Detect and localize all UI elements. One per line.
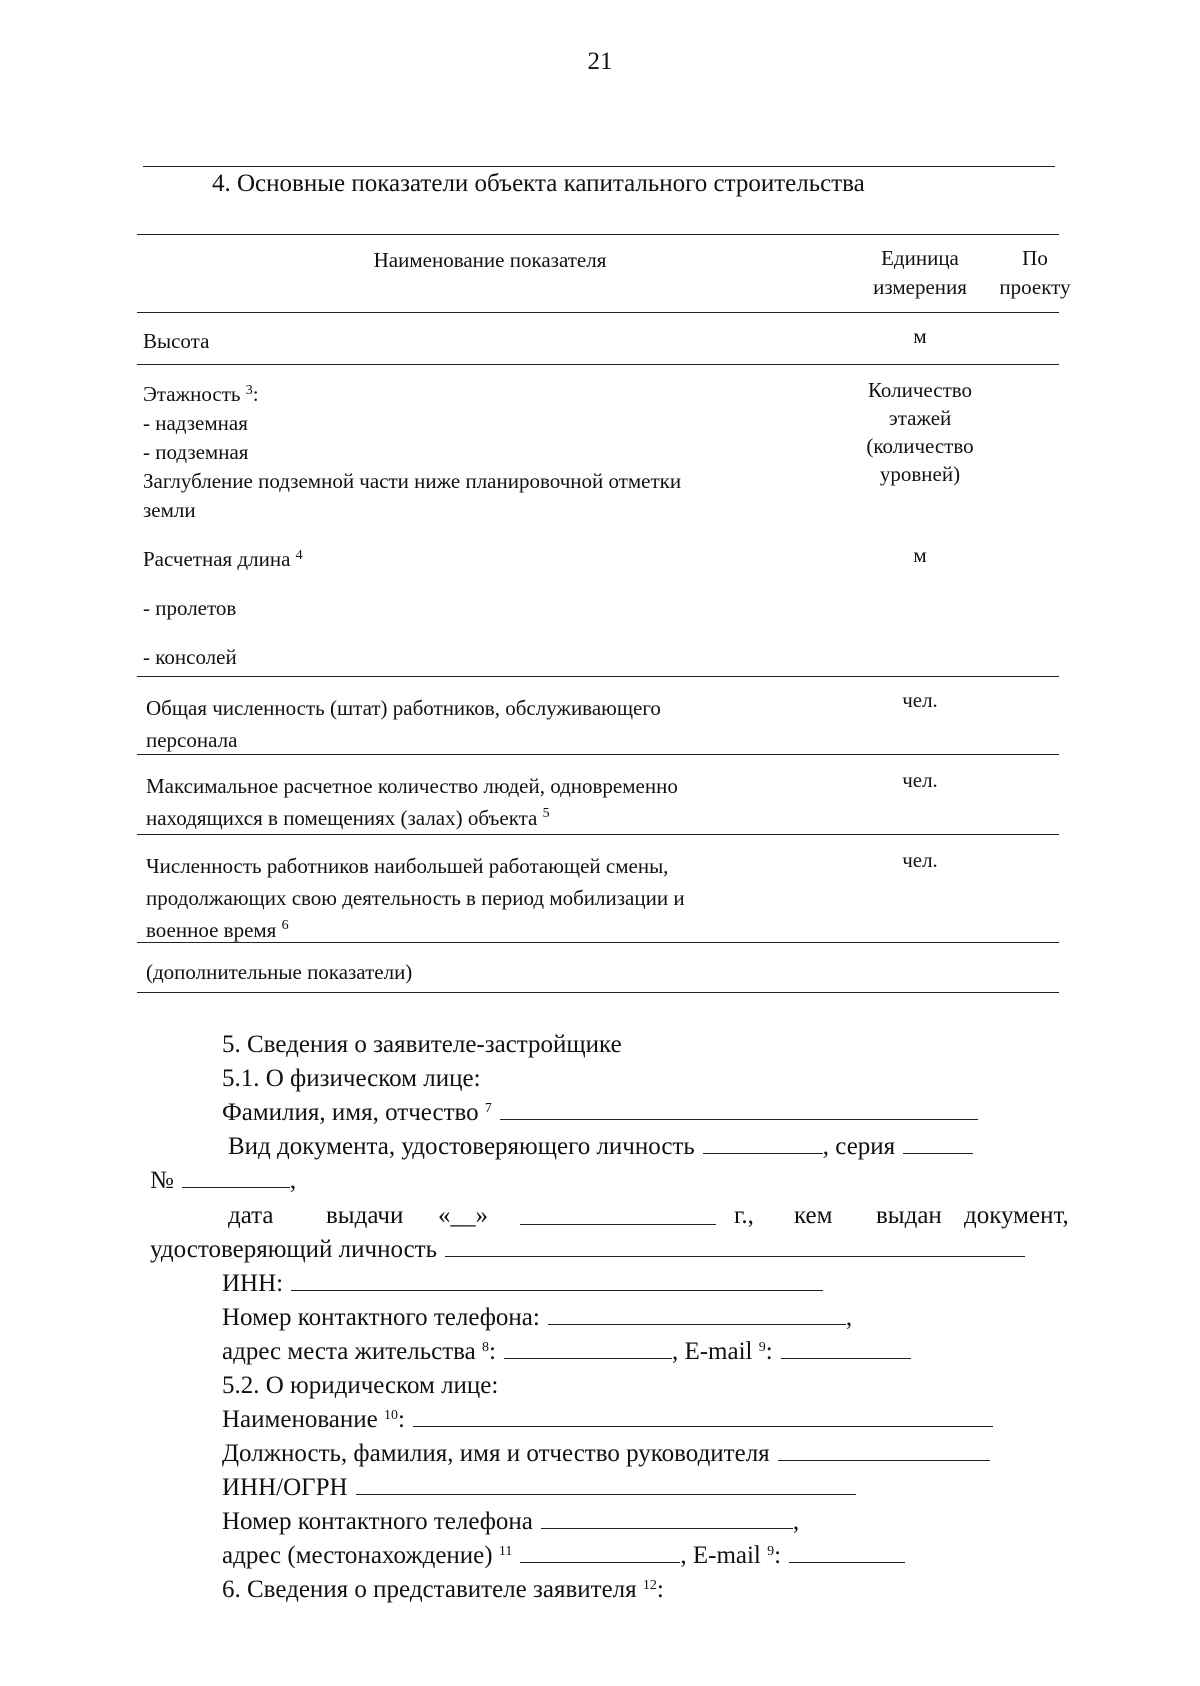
address-colon: : (489, 1338, 496, 1365)
footnote-6: 6 (281, 918, 289, 933)
row-floors-unit-line4: уровней) (879, 462, 961, 486)
footnote-11: 11 (498, 1544, 513, 1559)
issuer-line (150, 1233, 1025, 1267)
org-email-colon: : (774, 1542, 782, 1569)
address-line (222, 1335, 911, 1369)
row-length-spans: - пролетов (143, 596, 237, 620)
row-staff (146, 692, 661, 756)
row-length-text: Расчетная длина (143, 547, 291, 571)
footnote-3: 3 (245, 383, 253, 398)
issue-date-field[interactable]: «__» (438, 1202, 488, 1229)
header-unit-line1: Единица (881, 246, 959, 270)
org-email-label: , E-mail (680, 1542, 761, 1569)
footnote-10: 10 (384, 1408, 398, 1423)
footnote-5: 5 (542, 806, 550, 821)
doc-number-comma: , (289, 1167, 297, 1194)
section52-title: 5.2. О юридическом лице: (222, 1372, 499, 1399)
row-floors-line3: - подземная (143, 440, 249, 464)
row-shift-line1: Численность работников наибольшей работающей смены, (146, 854, 669, 878)
row-length-consoles: - консолей (143, 645, 237, 669)
inn-label: ИНН: (222, 1270, 284, 1297)
header-project-line2: проекту (999, 275, 1071, 299)
inn-line (222, 1267, 823, 1301)
table-bottom-rule (137, 992, 1059, 993)
org-address-label: адрес (местонахождение) (222, 1542, 493, 1569)
row-floors-line2: - надземная (143, 411, 248, 435)
header-bottom-rule (137, 312, 1059, 313)
address-field[interactable] (504, 1335, 672, 1359)
section51-title: 5.1. О физическом лице: (222, 1065, 481, 1092)
row-people-line2 (146, 802, 678, 834)
issuer-label: удостоверяющий личность (150, 1236, 437, 1263)
director-label: Должность, фамилия, имя и отчество руководителя (222, 1440, 770, 1467)
fio-label: Фамилия, имя, отчество (222, 1099, 479, 1126)
org-phone-comma: , (792, 1508, 800, 1535)
doc-type-field[interactable] (703, 1130, 823, 1154)
issue-word-issue: выдачи (326, 1202, 404, 1229)
row-floors-line4: Заглубление подземной части ниже планировочной отметки (143, 469, 682, 493)
row-floors-unit-line3: (количество (866, 434, 974, 458)
footnote-9: 9 (758, 1340, 766, 1355)
rule-after-people (137, 834, 1059, 835)
issuer-field[interactable] (445, 1233, 1025, 1257)
rule-after-height (137, 364, 1059, 365)
footnote-4: 4 (295, 548, 303, 563)
issue-year-field[interactable] (520, 1201, 716, 1225)
org-phone-line (222, 1505, 799, 1539)
header-name: Наименование показателя (373, 248, 607, 272)
section6-colon: : (656, 1576, 664, 1603)
footnote-9b: 9 (767, 1544, 775, 1559)
row-staff-unit: чел. (902, 688, 938, 712)
fio-line (222, 1096, 978, 1130)
phone-label: Номер контактного телефона: (222, 1304, 540, 1331)
table-top-rule (137, 234, 1059, 235)
row-shift-line3-text: военное время (146, 918, 277, 942)
rule-after-staff (137, 754, 1059, 755)
row-height-unit: м (913, 324, 927, 348)
row-floors (143, 380, 681, 525)
row-floors-colon: : (252, 382, 259, 406)
row-shift-unit: чел. (902, 848, 938, 872)
issue-word-who: кем (794, 1202, 833, 1229)
email-colon: : (765, 1338, 773, 1365)
inn-ogrn-line (222, 1471, 856, 1505)
footnote-8: 8 (482, 1340, 489, 1355)
email-field[interactable] (781, 1335, 911, 1359)
row-people-line1: Максимальное расчетное количество людей, одновременно (146, 774, 678, 798)
row-staff-line2: персонала (146, 728, 238, 752)
doc-number-field[interactable] (182, 1164, 290, 1188)
header-project (990, 244, 1080, 302)
inn-ogrn-label: ИНН/ОГРН (222, 1474, 348, 1501)
org-phone-label: Номер контактного телефона (222, 1508, 533, 1535)
row-staff-line1: Общая численность (штат) работников, обслуживающего (146, 696, 661, 720)
header-unit-line2: измерения (873, 275, 967, 299)
row-extra-label: (дополнительные показатели) (146, 960, 413, 984)
inn-ogrn-field[interactable] (356, 1471, 856, 1495)
row-floors-line1 (143, 380, 681, 409)
org-name-line (222, 1403, 993, 1437)
org-name-label: Наименование (222, 1406, 378, 1433)
org-phone-field[interactable] (541, 1505, 793, 1529)
director-field[interactable] (778, 1437, 990, 1461)
issue-word-date: дата (228, 1202, 274, 1229)
org-address-field[interactable] (520, 1539, 680, 1563)
header-project-line1: По (1022, 246, 1048, 270)
issue-word-document: документ, (964, 1202, 1069, 1229)
header-unit (830, 244, 1010, 302)
row-length-label (143, 545, 303, 574)
phone-field[interactable] (548, 1301, 846, 1325)
row-floors-label: Этажность (143, 382, 241, 406)
inn-field[interactable] (291, 1267, 823, 1291)
row-shift-line2: продолжающих свою деятельность в период мобилизации и (146, 886, 685, 910)
org-name-field[interactable] (413, 1403, 993, 1427)
issue-word-year: г., (734, 1202, 754, 1229)
org-address-line (222, 1539, 905, 1573)
footnote-12: 12 (642, 1578, 657, 1593)
row-people-line2-text: находящихся в помещениях (залах) объекта (146, 806, 538, 830)
doc-series-field[interactable] (903, 1130, 973, 1154)
fio-field[interactable] (500, 1096, 978, 1120)
doc-number-label: № (150, 1167, 174, 1194)
section5-title: 5. Сведения о заявителе-застройщике (222, 1031, 622, 1058)
section4-title: 4. Основные показатели объекта капитального строительства (212, 170, 865, 197)
org-name-colon: : (398, 1406, 405, 1433)
section6-line (222, 1573, 664, 1607)
doc-number-line (150, 1164, 296, 1198)
rule-after-shift (137, 942, 1059, 943)
section6-title: 6. Сведения о представителе заявителя (222, 1576, 637, 1603)
issue-word-issued: выдан (876, 1202, 942, 1229)
org-email-field[interactable] (789, 1539, 905, 1563)
phone-line (222, 1301, 852, 1335)
row-length-unit: м (913, 543, 927, 567)
rule-after-length (137, 676, 1059, 677)
director-line (222, 1437, 990, 1471)
heading-top-rule (143, 166, 1055, 167)
row-people-unit: чел. (902, 768, 938, 792)
row-floors-unit (830, 376, 1010, 488)
doc-series-label: , серия (822, 1133, 896, 1160)
row-people (146, 770, 678, 834)
row-floors-unit-line2: этажей (888, 406, 952, 430)
address-label: адрес места жительства (222, 1338, 476, 1365)
footnote-7: 7 (484, 1101, 492, 1116)
doc-type-label: Вид документа, удостоверяющего личность (228, 1133, 695, 1160)
row-shift (146, 850, 685, 946)
doc-line (228, 1130, 973, 1164)
page-number: 21 (587, 48, 613, 75)
row-height-label: Высота (143, 329, 210, 353)
row-floors-unit-line1: Количество (867, 378, 973, 402)
phone-comma: , (845, 1304, 853, 1331)
email-label: , E-mail (671, 1338, 753, 1365)
row-floors-line5: земли (143, 498, 196, 522)
